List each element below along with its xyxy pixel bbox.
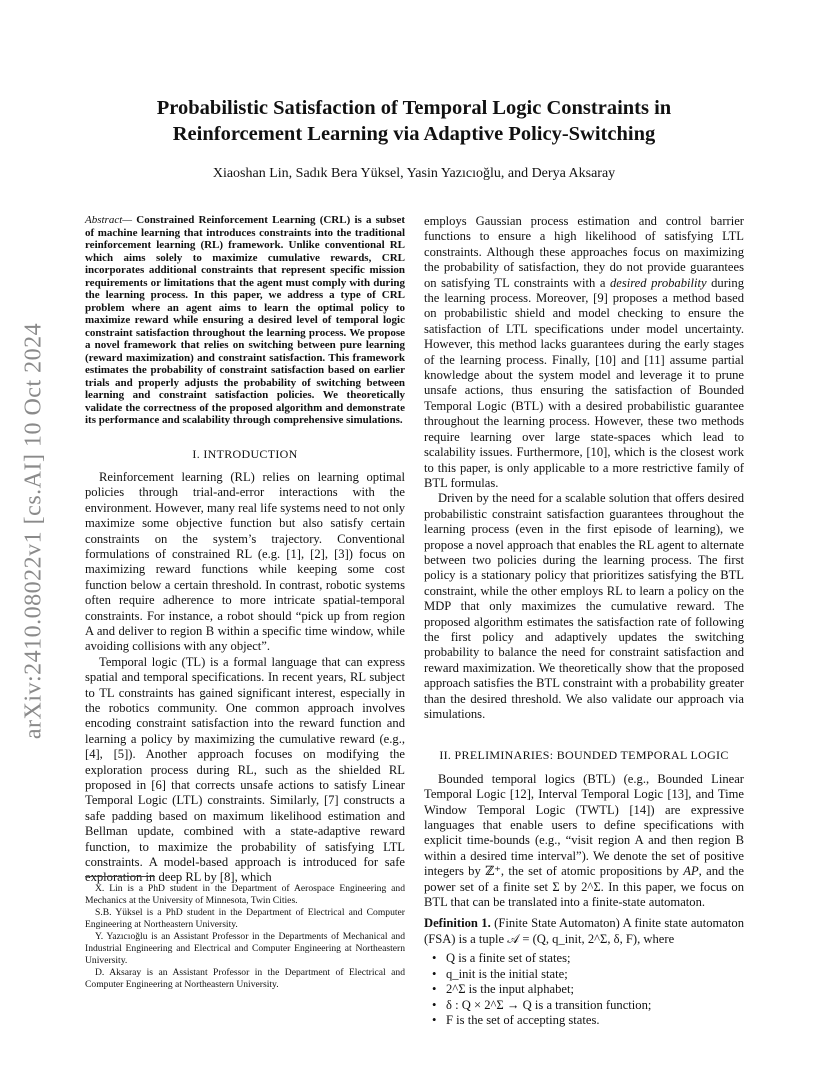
title-line-1: Probabilistic Satisfaction of Temporal Logic Constraints in — [156, 97, 672, 119]
definition-label: Definition 1. — [424, 916, 491, 931]
abstract-text: Constrained Reinforcement Learning (CRL) is a subset of machine learning that introduces constraints into the traditional reinforcement learning (RL) framework. Unlike conventional RL which aims solely to maximize cumulative rewards, CRL incorporates additional constraints that represent specific mission requirements or limitations that the agent must comply with during the learning process. In this paper, we address a type of CRL problem where an agent aims to learn the optimal policy to maximize reward while ensuring a desired level of temporal logic constraint satisfaction throughout the learning process. We propose a novel framework that relies on switching between pure learning (reward maximization) and constraint satisfaction. This framework estimates the probability of constraint satisfaction based on earlier trials and properly adjusts the probability of switching between learning and constraint satisfaction policies. We theoretically validate the correctness of the proposed algorithm and demonstrate its performance and scalability through comprehensive simulations. — [85, 214, 405, 426]
contribution-paragraph: Driven by the need for a scalable solution that offers desired probabilistic constraint satisfaction guarantees throughout the learning process (even in the first episode of learning), we propose a novel approach that enables the RL agent to alternate between two policies during the learning process. The first policy is a stationary policy that prioritizes satisfying the BTL constraint, while the other employs RL to learn a policy on the MDP that only maximizes the cumulative reward. The proposed algorithm estimates the satisfaction rate of following the first policy and adaptively updates the switching probability to balance the need for constraint satisfaction and reward maximization. We theoretically show that the proposed approach satisfies the BTL constraint with a probability greater than the desired threshold. We also validate our approach via simulations. — [424, 491, 744, 721]
footnote-yazicioglu: Y. Yazıcıoğlu is an Assistant Professor in the Departments of Mechanical and Industrial Engineering and Electrical and Computer Engineering at Northeastern University. — [85, 931, 405, 966]
list-item: • 2^Σ is the input alphabet; — [424, 982, 744, 997]
definition-text: (Finite State Automaton) A finite state automaton (FSA) is a tuple 𝒜 = (Q, q_init, 2^Σ, δ, F), where — [424, 916, 744, 946]
left-column — [85, 214, 405, 886]
related-work-emphasis: desired probability — [609, 275, 707, 290]
list-item: • δ : Q × 2^Σ → Q is a transition function; — [424, 998, 744, 1013]
arxiv-stamp-text: arXiv:2410.08022v1 [cs.AI] 10 Oct 2024 — [20, 322, 47, 740]
definition-1 — [424, 916, 744, 947]
footnote-yuksel: S.B. Yüksel is a PhD student in the Department of Electrical and Computer Engineering at Northeastern University. — [85, 907, 405, 930]
prelim-text-a: Bounded temporal logics (BTL) (e.g., Bounded Linear Temporal Logic [12], Interval Temporal Logic [13], and Time Window Temporal Logic (TWTL) [14]) are expressive languages that enable users to define specifications with explicit time-bounds (e.g., “visit region A and then region B within a desired time interval”). We denote the set of positive integers by ℤ⁺, the set of atomic propositions by — [424, 771, 744, 879]
footnote-aksaray: D. Aksaray is an Assistant Professor in the Department of Electrical and Computer Engineering at Northeastern University. — [85, 967, 405, 990]
related-work-text-b: during the learning process. Moreover, [9] proposes a method based on probabilistic shield and model checking to ensure the satisfaction of LTL specifications under model uncertainty. However, this method lacks guarantees during the early stages of the learning process. Finally, [10] and [11] assume partial knowledge about the system model and leverage it to prune unsafe actions, thus ensuring the satisfaction of Bounded Temporal Logic (BTL) with a desired probabilistic guarantee throughout the learning process. However, these two methods require learning over large state-spaces which lead to scalability issues. Furthermore, [10], which is the closest work to this paper, is only applicable to a more restrictive family of BTL formulas. — [424, 275, 744, 490]
prelim-ap: AP — [683, 864, 699, 879]
abstract-label: Abstract— — [85, 214, 133, 226]
prelim-text-b: , and the power set of a finite set Σ by 2^Σ. In this paper, we focus on BTL that can be translated into a finite-state automaton. — [424, 864, 744, 910]
section-heading-preliminaries: II. PRELIMINARIES: BOUNDED TEMPORAL LOGIC — [439, 748, 729, 763]
abstract — [85, 214, 405, 427]
list-item: • F is the set of accepting states. — [424, 1013, 744, 1028]
title-line-2: Reinforcement Learning via Adaptive Policy-Switching — [172, 123, 656, 145]
intro-paragraph-1: Reinforcement learning (RL) relies on learning optimal policies through trial-and-error interactions with the environment. However, many real life systems need to not only maximize some objective function but also satisfy certain constraints on the system’s trajectory. Conventional formulations of constrained RL (e.g. [1], [2], [3]) focus on maximizing reward functions while keeping some cost function below a certain threshold. In contrast, robotic systems often require adherence to more intricate spatial-temporal constraints. For instance, a robot should “pick up from region A and deliver to region B within a specific time window, while avoiding collisions with any object”. — [85, 469, 405, 654]
related-work-text-a: employs Gaussian process estimation and control barrier functions to ensure a high likelihood of satisfying LTL constraints. Although these approaches focus on maximizing the probability of satisfaction, they do not provide guarantees on satisfying TL constraints with a — [424, 214, 744, 290]
list-item: • q_init is the initial state; — [424, 967, 744, 982]
related-work-paragraph — [424, 214, 744, 491]
paper-title — [80, 95, 748, 147]
arxiv-stamp — [12, 296, 56, 766]
fsa-component-list — [424, 951, 744, 1028]
footnote-rule — [85, 876, 155, 877]
intro-paragraph-2: Temporal logic (TL) is a formal language that can express spatial and temporal specifications. In recent years, RL subject to TL constraints has gained significant interest, especially in the robotics community. One common approach involves encoding constraint satisfaction into the reward function and learning a policy by maximizing the cumulative reward (e.g., [4], [5]). Another approach focuses on modifying the exploration process during RL, such as the shielded RL proposed in [6] that corrects unsafe actions to satisfy Linear Temporal Logic (LTL) constraints. Similarly, [7] constructs a safe padding based on maximum likelihood estimation and Bellman update, combined with a state-adaptive reward function, to maximize the probability of satisfying LTL constraints. A model-based approach is introduced for safe exploration in deep RL by [8], which — [85, 654, 405, 885]
preliminaries-paragraph — [424, 772, 744, 911]
footnote-lin: X. Lin is a PhD student in the Department of Aerospace Engineering and Mechanics at the University of Minnesota, Twin Cities. — [85, 883, 405, 906]
section-heading-introduction: I. INTRODUCTION — [192, 446, 298, 461]
author-list: Xiaoshan Lin, Sadık Bera Yüksel, Yasin Yazıcıoğlu, and Derya Aksaray — [212, 166, 616, 181]
right-column — [424, 214, 744, 1028]
footnotes — [85, 883, 405, 991]
list-item: • Q is a finite set of states; — [424, 951, 744, 966]
